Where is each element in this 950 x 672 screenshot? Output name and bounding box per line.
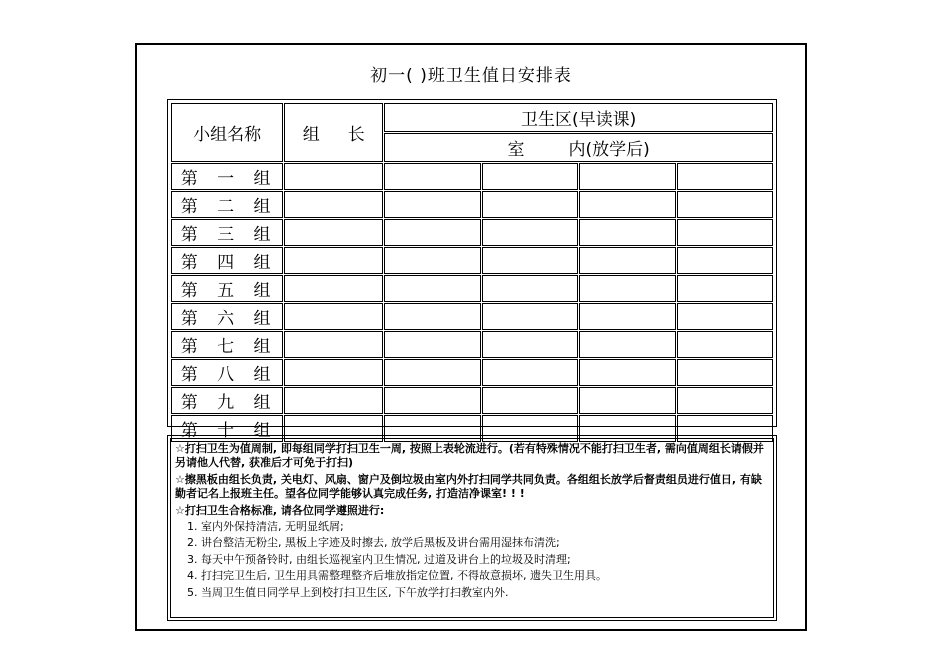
- table-cell: [384, 275, 480, 302]
- table-cell: [384, 387, 480, 414]
- rule-paragraph-1: ☆打扫卫生为值周制, 即每组同学打扫卫生一周, 按照上表轮流进行。(若有特殊情况不能打扫卫生者, 需向值周组长请假并另请他人代替, 获准后才可免于打扫): [175, 442, 764, 469]
- table-cell: [284, 331, 383, 358]
- table-cell: [482, 359, 578, 386]
- rule-item-1: 1. 室内外保持清洁, 无明显纸屑;: [187, 519, 344, 533]
- table-cell: [284, 275, 383, 302]
- table-cell: [579, 219, 675, 246]
- row-label: 第 一 组: [171, 163, 283, 190]
- row-label: 第 二 组: [171, 191, 283, 218]
- table-row: [171, 359, 773, 386]
- table-cell: [677, 163, 773, 190]
- table-row: [171, 387, 773, 414]
- rule-item-4: 4. 打扫完卫生后, 卫生用具需整理整齐后堆放指定位置, 不得故意损坏, 遗失卫生用具。: [187, 569, 607, 582]
- table-cell: [482, 191, 578, 218]
- table-cell: [384, 163, 480, 190]
- table-cell: [384, 359, 480, 386]
- header-indoor: [384, 133, 773, 162]
- row-label: 第 四 组: [171, 247, 283, 274]
- table-cell: [677, 247, 773, 274]
- table-cell: [579, 275, 675, 302]
- row-label: 第 十 组: [171, 415, 283, 442]
- rule-item-5: 5. 当周卫生值日同学早上到校打扫卫生区, 下午放学打扫教室内外.: [187, 585, 509, 599]
- rule-paragraph-3: ☆打扫卫生合格标准, 请各位同学遵照进行:: [175, 504, 385, 517]
- table-cell: [284, 387, 383, 414]
- table-cell: [579, 303, 675, 330]
- table-cell: [579, 247, 675, 274]
- table-cell: [284, 163, 383, 190]
- table-cell: [482, 331, 578, 358]
- header-area-morning-text: 卫生区(早读课): [521, 110, 637, 130]
- rules-content: [170, 438, 774, 618]
- table-cell: [677, 331, 773, 358]
- header-leader-b: 长: [347, 125, 365, 145]
- document-frame: [135, 43, 807, 631]
- table-cell: [384, 331, 480, 358]
- table-cell: [284, 247, 383, 274]
- page-title: 初一( )班卫生值日安排表: [370, 66, 572, 86]
- rule-paragraph-2: ☆擦黑板由组长负责, 关电灯、风扇、窗户及倒垃圾由室内外打扫同学共同负责。各组组长放学后督责组员进行值日, 有缺勤者记名上报班主任。望各位同学能够认真完成任务, 打造洁净课室! ! !: [175, 473, 762, 500]
- table-row: [171, 331, 773, 358]
- rule-item-3: 3. 每天中午预备铃时, 由组长巡视室内卫生情况, 过道及讲台上的垃圾及时清理;: [187, 552, 571, 566]
- table-cell: [284, 219, 383, 246]
- table-row: [171, 247, 773, 274]
- table-cell: [384, 191, 480, 218]
- table-cell: [579, 387, 675, 414]
- table-cell: [384, 303, 480, 330]
- row-label: 第 九 组: [171, 387, 283, 414]
- table-cell: [384, 219, 480, 246]
- table-cell: [482, 163, 578, 190]
- header-group-name: [171, 103, 283, 162]
- row-label: 第 三 组: [171, 219, 283, 246]
- table-cell: [482, 219, 578, 246]
- table-cell: [677, 303, 773, 330]
- header-indoor-b: 内(放学后): [568, 140, 650, 160]
- table-cell: [284, 191, 383, 218]
- header-area-morning: [384, 103, 773, 132]
- table-cell: [677, 275, 773, 302]
- header-leader-a: 组: [302, 125, 320, 145]
- table-cell: [482, 247, 578, 274]
- table-row: [171, 191, 773, 218]
- table-row: [171, 219, 773, 246]
- table-cell: [579, 191, 675, 218]
- header-group-name-text: 小组名称: [193, 125, 262, 145]
- table-cell: [482, 387, 578, 414]
- table-cell: [284, 359, 383, 386]
- rule-item-2: 2. 讲台整洁无粉尘, 黑板上字迹及时擦去, 放学后黑板及讲台需用湿抹布清洗;: [187, 536, 560, 549]
- table-cell: [482, 275, 578, 302]
- row-label: 第 八 组: [171, 359, 283, 386]
- header-indoor-a: 室: [507, 140, 525, 160]
- table-cell: [579, 163, 675, 190]
- table-row: [171, 163, 773, 190]
- header-leader: [284, 103, 383, 162]
- table-cell: [284, 303, 383, 330]
- row-label: 第 五 组: [171, 275, 283, 302]
- table-cell: [579, 359, 675, 386]
- table-cell: [579, 331, 675, 358]
- table-row: [171, 275, 773, 302]
- table-cell: [677, 387, 773, 414]
- row-label: 第 七 组: [171, 331, 283, 358]
- table-row: [171, 303, 773, 330]
- table-cell: [384, 247, 480, 274]
- table-cell: [677, 191, 773, 218]
- table-cell: [482, 303, 578, 330]
- table-cell: [677, 219, 773, 246]
- rules-box: [167, 435, 777, 621]
- row-label: 第 六 组: [171, 303, 283, 330]
- duty-schedule-table: [167, 99, 777, 441]
- table-cell: [677, 359, 773, 386]
